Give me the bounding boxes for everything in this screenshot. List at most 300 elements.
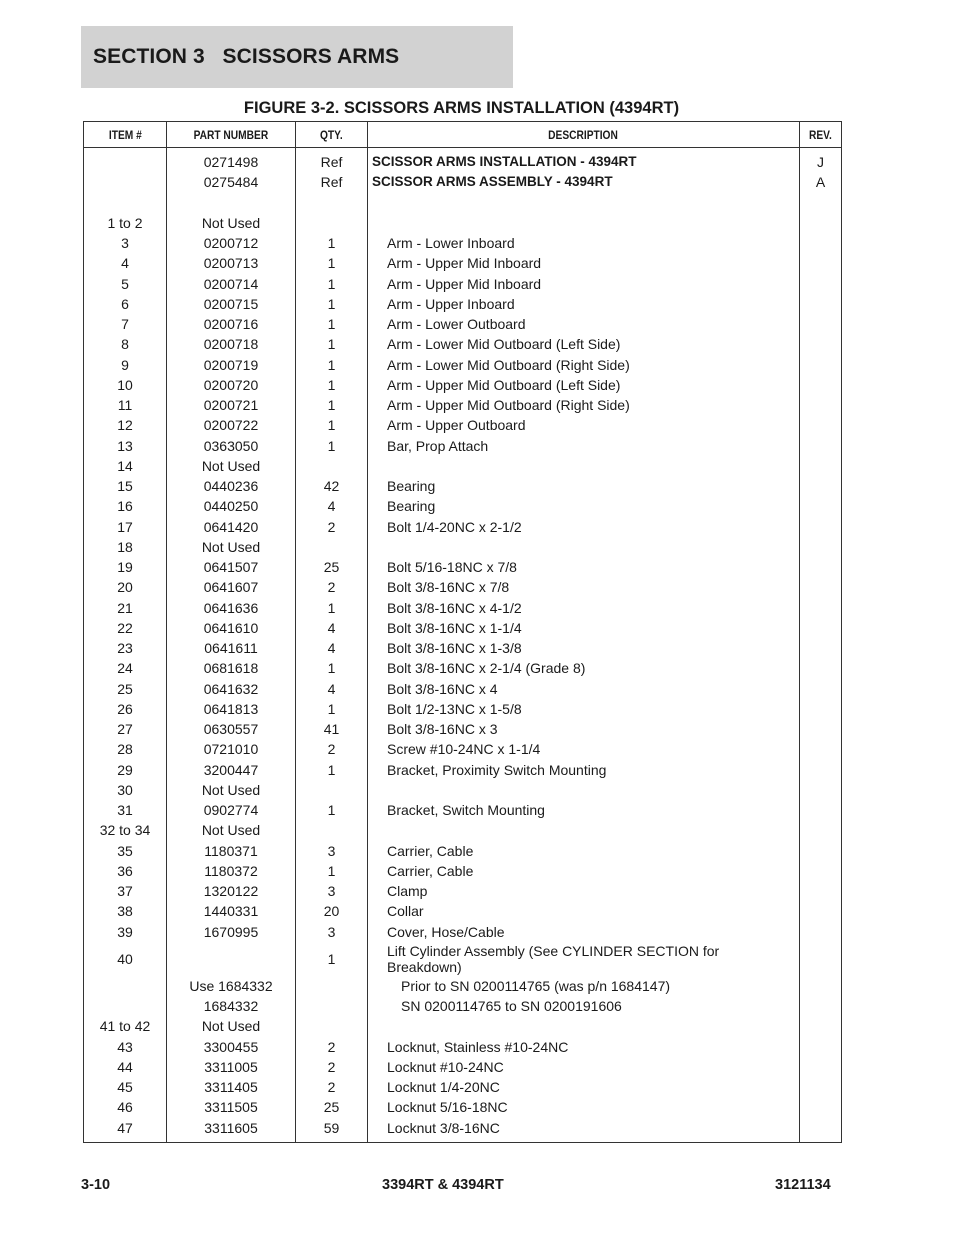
cell-qty: 1 — [296, 800, 368, 820]
cell-description: Bracket, Switch Mounting — [368, 800, 800, 820]
cell-item: 12 — [84, 415, 167, 435]
table-row — [84, 375, 842, 395]
cell-rev — [800, 537, 842, 557]
cell-part-number: 0641610 — [167, 618, 296, 638]
table-row — [84, 355, 842, 375]
cell-rev — [800, 901, 842, 921]
table-row — [84, 1118, 842, 1143]
cell-qty: 1 — [296, 699, 368, 719]
cell-qty — [296, 213, 368, 233]
table-row — [84, 996, 842, 1016]
table-header-row — [84, 122, 842, 148]
table-row — [84, 577, 842, 597]
cell-item: 38 — [84, 901, 167, 921]
cell-item: 18 — [84, 537, 167, 557]
cell-rev — [800, 436, 842, 456]
cell-item: 41 to 42 — [84, 1016, 167, 1036]
cell-part-number: Not Used — [167, 456, 296, 476]
cell-qty: 1 — [296, 334, 368, 354]
cell-qty — [296, 1016, 368, 1036]
cell-item: 26 — [84, 699, 167, 719]
cell-rev — [800, 800, 842, 820]
cell-qty: 4 — [296, 496, 368, 516]
cell-rev — [800, 1118, 842, 1143]
cell-item: 23 — [84, 638, 167, 658]
cell-description: Locknut #10-24NC — [368, 1057, 800, 1077]
cell-qty — [296, 456, 368, 476]
cell-rev — [800, 861, 842, 881]
cell-description: Bolt 3/8-16NC x 2-1/4 (Grade 8) — [368, 658, 800, 678]
cell-qty: 1 — [296, 253, 368, 273]
table-row — [84, 537, 842, 557]
cell-part-number: 0641607 — [167, 577, 296, 597]
cell-description: Arm - Upper Mid Inboard — [368, 253, 800, 273]
table-row — [84, 1077, 842, 1097]
cell-item: 16 — [84, 496, 167, 516]
cell-item: 46 — [84, 1097, 167, 1117]
cell-part-number: 0200722 — [167, 415, 296, 435]
cell-rev — [800, 375, 842, 395]
cell-description: Arm - Lower Mid Outboard (Right Side) — [368, 355, 800, 375]
cell-part-number: 0200720 — [167, 375, 296, 395]
cell-rev — [800, 1016, 842, 1036]
figure-title: FIGURE 3-2. SCISSORS ARMS INSTALLATION (4394RT) — [243, 99, 680, 117]
cell-item: 47 — [84, 1118, 167, 1143]
cell-part-number: 0641420 — [167, 517, 296, 537]
cell-part-number: 0200714 — [167, 274, 296, 294]
parts-table — [83, 121, 842, 1143]
cell-rev — [800, 638, 842, 658]
cell-qty: 4 — [296, 679, 368, 699]
cell-qty: 1 — [296, 395, 368, 415]
footer-page-number: 3-10 — [81, 1177, 111, 1193]
cell-item: 24 — [84, 658, 167, 678]
cell-description: Arm - Upper Mid Outboard (Left Side) — [368, 375, 800, 395]
table-row — [84, 800, 842, 820]
cell-item: 14 — [84, 456, 167, 476]
table-row — [84, 557, 842, 577]
cell-description — [368, 213, 800, 233]
cell-description: Locknut, Stainless #10-24NC — [368, 1037, 800, 1057]
cell-item — [84, 172, 167, 192]
cell-qty: 1 — [296, 375, 368, 395]
table-row — [84, 699, 842, 719]
table-row — [84, 638, 842, 658]
cell-qty — [296, 780, 368, 800]
table-row — [84, 901, 842, 921]
cell-part-number: 0200718 — [167, 334, 296, 354]
cell-rev — [800, 355, 842, 375]
cell-rev — [800, 274, 842, 294]
cell-qty: 2 — [296, 577, 368, 597]
column-header-item: ITEM # — [84, 122, 167, 148]
cell-item — [84, 148, 167, 173]
table-row — [84, 881, 842, 901]
cell-item: 31 — [84, 800, 167, 820]
cell-part-number: 0200721 — [167, 395, 296, 415]
cell-qty: 1 — [296, 294, 368, 314]
table-row — [84, 739, 842, 759]
cell-qty: 2 — [296, 1077, 368, 1097]
cell-part-number: 0200713 — [167, 253, 296, 273]
cell-part-number: 0363050 — [167, 436, 296, 456]
footer-manual-number: 3121134 — [775, 1177, 831, 1193]
cell-description: Clamp — [368, 881, 800, 901]
cell-qty: 1 — [296, 598, 368, 618]
cell-qty: 20 — [296, 901, 368, 921]
cell-part-number: 3311505 — [167, 1097, 296, 1117]
cell-qty: 4 — [296, 618, 368, 638]
cell-rev — [800, 820, 842, 840]
cell-item: 37 — [84, 881, 167, 901]
cell-part-number: 3311405 — [167, 1077, 296, 1097]
table-row — [84, 820, 842, 840]
cell-qty: 1 — [296, 355, 368, 375]
cell-description: Arm - Lower Mid Outboard (Left Side) — [368, 334, 800, 354]
cell-rev — [800, 557, 842, 577]
cell-part-number: 3311605 — [167, 1118, 296, 1143]
table-row — [84, 314, 842, 334]
cell-rev — [800, 233, 842, 253]
cell-description: Cover, Hose/Cable — [368, 922, 800, 942]
cell-rev — [800, 976, 842, 996]
section-header-bar — [81, 26, 513, 88]
cell-description: Collar — [368, 901, 800, 921]
cell-item: 30 — [84, 780, 167, 800]
cell-item: 36 — [84, 861, 167, 881]
table-row — [84, 274, 842, 294]
table-row — [84, 861, 842, 881]
table-row — [84, 976, 842, 996]
cell-rev — [800, 1057, 842, 1077]
table-row — [84, 496, 842, 516]
table-row — [84, 476, 842, 496]
cell-item: 15 — [84, 476, 167, 496]
cell-description: Locknut 5/16-18NC — [368, 1097, 800, 1117]
cell-item: 40 — [84, 942, 167, 976]
cell-rev: A — [800, 172, 842, 192]
cell-description: Bolt 1/4-20NC x 2-1/2 — [368, 517, 800, 537]
cell-rev — [800, 658, 842, 678]
cell-qty: 41 — [296, 719, 368, 739]
cell-item: 8 — [84, 334, 167, 354]
cell-part-number: 0271498 — [167, 148, 296, 173]
cell-item: 32 to 34 — [84, 820, 167, 840]
cell-description: Bolt 3/8-16NC x 7/8 — [368, 577, 800, 597]
cell-part-number: 0641507 — [167, 557, 296, 577]
cell-part-number: 0641611 — [167, 638, 296, 658]
cell-rev — [800, 456, 842, 476]
column-header-part-number: PART NUMBER — [167, 122, 296, 148]
cell-description: Arm - Lower Inboard — [368, 233, 800, 253]
cell-description: Bearing — [368, 496, 800, 516]
table-row — [84, 253, 842, 273]
cell-part-number: 0641636 — [167, 598, 296, 618]
cell-part-number: 1440331 — [167, 901, 296, 921]
cell-qty: 1 — [296, 233, 368, 253]
cell-rev — [800, 780, 842, 800]
cell-qty: 1 — [296, 658, 368, 678]
cell-part-number: 0200716 — [167, 314, 296, 334]
cell-description — [368, 456, 800, 476]
cell-description: Prior to SN 0200114765 (was p/n 1684147) — [368, 976, 800, 996]
cell-qty: 3 — [296, 881, 368, 901]
cell-description: Bolt 5/16-18NC x 7/8 — [368, 557, 800, 577]
cell-qty: 1 — [296, 436, 368, 456]
table-row — [84, 841, 842, 861]
cell-part-number: Not Used — [167, 820, 296, 840]
cell-description — [368, 1016, 800, 1036]
table-row — [84, 456, 842, 476]
cell-rev — [800, 719, 842, 739]
cell-qty: 2 — [296, 1057, 368, 1077]
cell-rev — [800, 760, 842, 780]
cell-item: 20 — [84, 577, 167, 597]
cell-description: Arm - Upper Outboard — [368, 415, 800, 435]
cell-description: Bolt 3/8-16NC x 3 — [368, 719, 800, 739]
cell-rev — [800, 334, 842, 354]
cell-part-number: 0275484 — [167, 172, 296, 192]
table-row — [84, 148, 842, 173]
cell-description: Bolt 3/8-16NC x 4 — [368, 679, 800, 699]
cell-description — [368, 820, 800, 840]
cell-part-number: 0641813 — [167, 699, 296, 719]
cell-rev — [800, 1097, 842, 1117]
table-row — [84, 517, 842, 537]
cell-description: Arm - Upper Mid Outboard (Right Side) — [368, 395, 800, 415]
table-row — [84, 233, 842, 253]
cell-description: Bar, Prop Attach — [368, 436, 800, 456]
cell-description: Arm - Lower Outboard — [368, 314, 800, 334]
cell-rev — [800, 193, 842, 213]
cell-item — [84, 193, 167, 213]
cell-description: SN 0200114765 to SN 0200191606 — [368, 996, 800, 1016]
cell-item — [84, 976, 167, 996]
cell-part-number: 3200447 — [167, 760, 296, 780]
cell-part-number: 3311005 — [167, 1057, 296, 1077]
cell-description — [368, 537, 800, 557]
cell-qty: 25 — [296, 557, 368, 577]
cell-item: 1 to 2 — [84, 213, 167, 233]
table-row — [84, 436, 842, 456]
cell-part-number: Not Used — [167, 537, 296, 557]
table-row — [84, 1057, 842, 1077]
cell-description: Bracket, Proximity Switch Mounting — [368, 760, 800, 780]
cell-qty — [296, 193, 368, 213]
cell-qty: 3 — [296, 841, 368, 861]
cell-item: 4 — [84, 253, 167, 273]
cell-part-number: 1684332 — [167, 996, 296, 1016]
cell-part-number: 0200712 — [167, 233, 296, 253]
cell-description: Carrier, Cable — [368, 841, 800, 861]
cell-qty — [296, 976, 368, 996]
cell-qty: 2 — [296, 739, 368, 759]
cell-item: 13 — [84, 436, 167, 456]
cell-item: 39 — [84, 922, 167, 942]
cell-part-number: Not Used — [167, 1016, 296, 1036]
cell-rev — [800, 395, 842, 415]
cell-rev — [800, 922, 842, 942]
cell-item: 3 — [84, 233, 167, 253]
table-row — [84, 618, 842, 638]
cell-description: Locknut 3/8-16NC — [368, 1118, 800, 1143]
table-row — [84, 193, 842, 213]
cell-part-number: 0641632 — [167, 679, 296, 699]
cell-qty: Ref — [296, 172, 368, 192]
cell-description — [368, 193, 800, 213]
table-row — [84, 1037, 842, 1057]
cell-part-number: 0721010 — [167, 739, 296, 759]
cell-qty: 42 — [296, 476, 368, 496]
table-row — [84, 679, 842, 699]
cell-qty: 1 — [296, 861, 368, 881]
cell-part-number: 1320122 — [167, 881, 296, 901]
cell-description: Bolt 3/8-16NC x 1-3/8 — [368, 638, 800, 658]
cell-description: Bolt 3/8-16NC x 4-1/2 — [368, 598, 800, 618]
cell-rev — [800, 577, 842, 597]
table-row — [84, 760, 842, 780]
cell-qty: 2 — [296, 517, 368, 537]
cell-item: 28 — [84, 739, 167, 759]
cell-item: 45 — [84, 1077, 167, 1097]
cell-description: Screw #10-24NC x 1-1/4 — [368, 739, 800, 759]
cell-item: 11 — [84, 395, 167, 415]
cell-rev — [800, 598, 842, 618]
cell-qty: 25 — [296, 1097, 368, 1117]
table-row — [84, 598, 842, 618]
cell-description: Arm - Upper Inboard — [368, 294, 800, 314]
cell-item: 5 — [84, 274, 167, 294]
cell-item: 6 — [84, 294, 167, 314]
cell-rev — [800, 496, 842, 516]
cell-part-number: 3300455 — [167, 1037, 296, 1057]
table-row — [84, 658, 842, 678]
cell-qty: 4 — [296, 638, 368, 658]
table-row — [84, 395, 842, 415]
cell-rev — [800, 314, 842, 334]
cell-description: Locknut 1/4-20NC — [368, 1077, 800, 1097]
cell-item: 29 — [84, 760, 167, 780]
cell-description: Bolt 1/2-13NC x 1-5/8 — [368, 699, 800, 719]
cell-description: SCISSOR ARMS ASSEMBLY - 4394RT — [368, 172, 800, 192]
cell-rev — [800, 996, 842, 1016]
table-row — [84, 1097, 842, 1117]
cell-rev — [800, 1037, 842, 1057]
cell-item: 19 — [84, 557, 167, 577]
cell-rev — [800, 618, 842, 638]
cell-rev — [800, 881, 842, 901]
cell-description — [368, 780, 800, 800]
cell-rev — [800, 253, 842, 273]
section-title: SECTION 3 SCISSORS ARMS — [93, 45, 400, 68]
cell-qty: 59 — [296, 1118, 368, 1143]
cell-qty: 1 — [296, 314, 368, 334]
cell-part-number: Not Used — [167, 213, 296, 233]
cell-part-number: 1180372 — [167, 861, 296, 881]
cell-part-number: 0440236 — [167, 476, 296, 496]
table-row — [84, 213, 842, 233]
cell-description: Bolt 3/8-16NC x 1-1/4 — [368, 618, 800, 638]
cell-description: Bearing — [368, 476, 800, 496]
cell-part-number — [167, 193, 296, 213]
cell-item: 44 — [84, 1057, 167, 1077]
cell-qty: 3 — [296, 922, 368, 942]
table-row — [84, 294, 842, 314]
cell-item: 22 — [84, 618, 167, 638]
column-header-qty: QTY. — [296, 122, 368, 148]
cell-qty: 1 — [296, 942, 368, 976]
table-row — [84, 172, 842, 192]
table-body — [84, 148, 842, 1143]
cell-qty — [296, 820, 368, 840]
cell-qty: 1 — [296, 760, 368, 780]
cell-qty: Ref — [296, 148, 368, 173]
cell-rev — [800, 841, 842, 861]
cell-rev — [800, 739, 842, 759]
cell-rev — [800, 699, 842, 719]
column-header-rev: REV. — [800, 122, 842, 148]
cell-part-number: 0681618 — [167, 658, 296, 678]
cell-item — [84, 996, 167, 1016]
cell-part-number: 0200715 — [167, 294, 296, 314]
cell-item: 21 — [84, 598, 167, 618]
cell-part-number: Use 1684332 — [167, 976, 296, 996]
cell-rev — [800, 476, 842, 496]
table-row — [84, 1016, 842, 1036]
cell-part-number: 1180371 — [167, 841, 296, 861]
cell-rev — [800, 415, 842, 435]
column-header-description: DESCRIPTION — [368, 122, 800, 148]
cell-item: 25 — [84, 679, 167, 699]
table-row — [84, 415, 842, 435]
cell-rev: J — [800, 148, 842, 173]
table-row — [84, 334, 842, 354]
cell-rev — [800, 1077, 842, 1097]
cell-rev — [800, 517, 842, 537]
footer-model: 3394RT & 4394RT — [382, 1177, 504, 1193]
cell-item: 43 — [84, 1037, 167, 1057]
cell-part-number: Not Used — [167, 780, 296, 800]
cell-part-number: 0440250 — [167, 496, 296, 516]
cell-description: Arm - Upper Mid Inboard — [368, 274, 800, 294]
cell-item: 27 — [84, 719, 167, 739]
table-row — [84, 780, 842, 800]
cell-part-number: 0200719 — [167, 355, 296, 375]
table-row — [84, 719, 842, 739]
cell-part-number — [167, 942, 296, 976]
cell-rev — [800, 213, 842, 233]
cell-item: 10 — [84, 375, 167, 395]
table-row — [84, 922, 842, 942]
cell-qty: 1 — [296, 274, 368, 294]
cell-description: Lift Cylinder Assembly (See CYLINDER SECTION for Breakdown) — [368, 942, 800, 976]
table-row — [84, 942, 842, 976]
cell-qty: 2 — [296, 1037, 368, 1057]
cell-rev — [800, 294, 842, 314]
cell-item: 9 — [84, 355, 167, 375]
cell-description: Carrier, Cable — [368, 861, 800, 881]
cell-part-number: 0630557 — [167, 719, 296, 739]
cell-part-number: 0902774 — [167, 800, 296, 820]
cell-item: 7 — [84, 314, 167, 334]
cell-qty: 1 — [296, 415, 368, 435]
cell-description: SCISSOR ARMS INSTALLATION - 4394RT — [368, 148, 800, 173]
cell-qty — [296, 996, 368, 1016]
cell-rev — [800, 942, 842, 976]
cell-item: 35 — [84, 841, 167, 861]
cell-rev — [800, 679, 842, 699]
cell-item: 17 — [84, 517, 167, 537]
